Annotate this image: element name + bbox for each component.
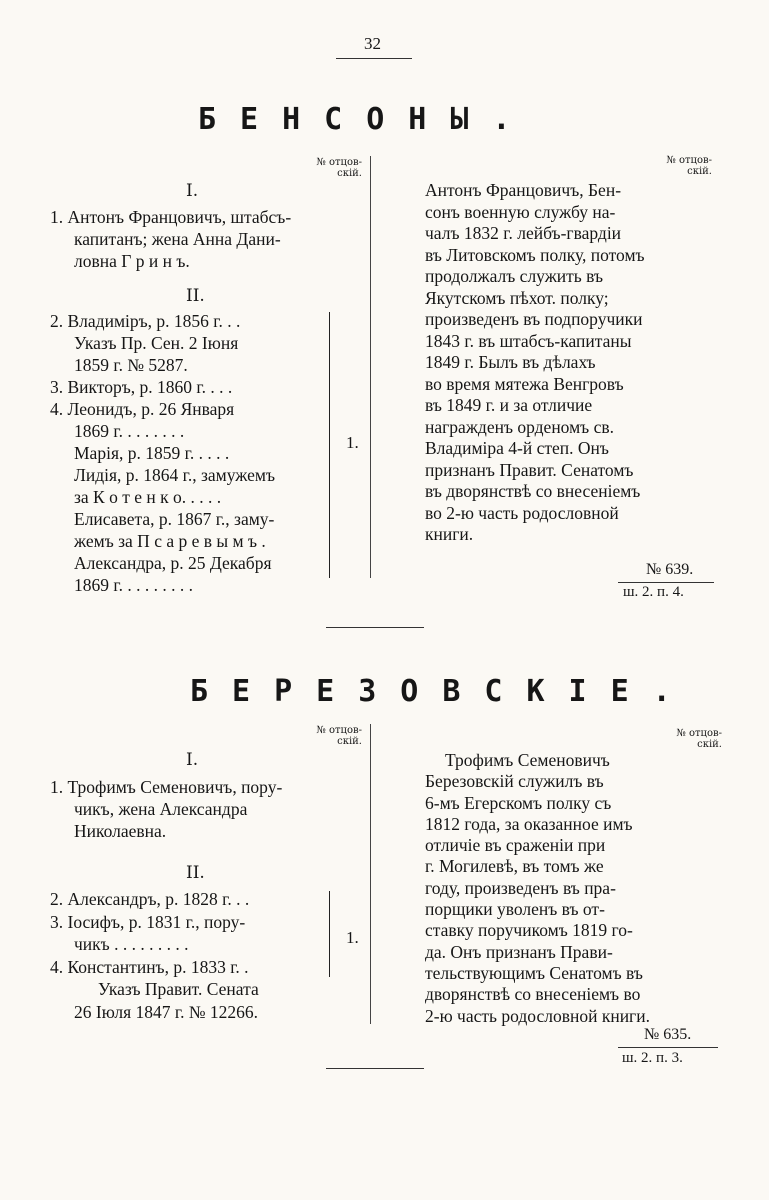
- child-entry: 3. Викторъ, р. 1860 г. . . .: [50, 377, 233, 397]
- child-entry: 4. Константинъ, р. 1833 г. .: [50, 956, 249, 977]
- decree-line: 26 Іюля 1847 г. № 12266.: [74, 1001, 259, 1022]
- entry-line: капитанъ; жена Анна Дани-: [74, 229, 281, 249]
- entry-line: ловна Г р и н ъ.: [74, 251, 190, 271]
- generation-1-label: I.: [186, 181, 199, 201]
- bio-line: Трофимъ Семеновичъ: [445, 750, 610, 770]
- child-entry: 1859 г. № 5287.: [74, 355, 188, 375]
- col-header-left-line: № отцов-: [316, 157, 362, 168]
- child-entry: 1869 г. . . . . . . . .: [74, 575, 193, 595]
- bio-line: сонъ военную службу на-: [425, 201, 616, 222]
- child-entry: жемъ за П с а р е в ы м ъ .: [74, 531, 266, 551]
- section-title-bensony: БЕНСОНЫ.: [198, 102, 535, 137]
- generation-2-list: [50, 888, 259, 1023]
- shelf-reference: ш. 2. п. 4.: [623, 584, 684, 600]
- entry-line: 1. Трофимъ Семеновичъ, пору-: [50, 777, 283, 797]
- bio-line: дворянствѣ со внесеніемъ во: [425, 984, 641, 1005]
- generation-1-label: I.: [186, 750, 199, 770]
- bio-line: да. Онъ признанъ Прави-: [425, 941, 613, 962]
- bio-line: продолжалъ служить въ: [425, 266, 604, 286]
- section-divider: [326, 627, 424, 628]
- child-entry: Елисавета, р. 1867 г., заму-: [74, 509, 275, 529]
- children-brace: [325, 312, 330, 578]
- child-entry: Александра, р. 25 Декабря: [74, 553, 272, 573]
- bio-line: году, произведенъ въ пра-: [425, 877, 616, 898]
- col-header-right-line: скій.: [687, 166, 712, 177]
- generation-2-list: [50, 310, 275, 596]
- column-divider: [370, 156, 371, 578]
- bio-line: произведенъ въ подпоручики: [425, 309, 643, 329]
- bio-line: признанъ Правит. Сенатомъ: [425, 459, 634, 480]
- col-header-left-line: скій.: [337, 736, 362, 747]
- bio-line: 1849 г. Былъ въ дѣлахъ: [425, 352, 596, 372]
- section-divider: [326, 1068, 424, 1069]
- generation-2-label: II.: [186, 863, 205, 883]
- father-reference: 1.: [346, 928, 359, 947]
- record-number: № 639.: [646, 561, 694, 578]
- entry-line: 1. Антонъ Францовичъ, штабсъ-: [50, 207, 292, 227]
- bio-line: книги.: [425, 524, 474, 544]
- bio-line: ставку поручикомъ 1819 го-: [425, 920, 633, 941]
- col-header-right: [648, 155, 712, 177]
- generation-1-entry: [50, 776, 282, 842]
- page-number-rule: [336, 58, 412, 59]
- entry-line: Николаевна.: [74, 821, 167, 841]
- col-header-right-line: № отцов-: [666, 155, 712, 166]
- bio-line: отличіе въ сраженіи при: [425, 835, 606, 856]
- child-entry: чикъ . . . . . . . . .: [74, 934, 189, 954]
- bio-line: порщики уволенъ въ от-: [425, 899, 605, 920]
- col-header-right-line: № отцов-: [676, 728, 722, 739]
- bio-line: во время мятежа Венгровъ: [425, 373, 624, 394]
- child-entry: 1869 г. . . . . . . .: [74, 421, 185, 441]
- decree-line: Указъ Правит. Сената: [98, 979, 259, 999]
- bio-line: въ Литовскомъ полку, потомъ: [425, 244, 645, 265]
- bio-line: тельствующимъ Сенатомъ въ: [425, 962, 643, 983]
- bio-line: въ 1849 г. и за отличие: [425, 395, 593, 415]
- bio-line: Владиміра 4-й степ. Онъ: [425, 438, 609, 458]
- bio-line: чалъ 1832 г. лейбъ-гвардіи: [425, 223, 622, 243]
- child-entry: 3. Іосифъ, р. 1831 г., пору-: [50, 911, 246, 932]
- col-header-left: [300, 725, 362, 747]
- bio-line: 6-мъ Егерскомъ полку съ: [425, 792, 612, 813]
- record-rule: [618, 582, 714, 583]
- child-entry: 4. Леонидъ, р. 26 Января: [50, 399, 235, 419]
- bio-line: Якутскомъ пѣхот. полку;: [425, 287, 609, 308]
- father-reference: 1.: [346, 433, 359, 452]
- col-header-left-line: скій.: [337, 168, 362, 179]
- section-title-berezovskie: БЕРЕЗОВСКІЕ.: [190, 674, 695, 709]
- bio-line: во 2-ю часть родословной: [425, 502, 619, 523]
- record-number: № 635.: [644, 1026, 692, 1043]
- bio-line: Антонъ Францовичъ, Бен-: [425, 180, 622, 200]
- child-entry: за К о т е н к о. . . . .: [74, 487, 222, 507]
- record-rule: [618, 1047, 718, 1048]
- bio-line: 1843 г. въ штабсъ-капитаны: [425, 330, 632, 351]
- children-brace: [325, 891, 330, 977]
- bio-line: 2-ю часть родословной книги.: [425, 1005, 650, 1026]
- bio-line: г. Могилевѣ, въ томъ же: [425, 856, 604, 877]
- col-header-right-line: скій.: [697, 739, 722, 750]
- col-header-left: [300, 157, 362, 179]
- entry-line: чикъ, жена Александра: [74, 799, 248, 819]
- bio-line: 1812 года, за оказанное имъ: [425, 813, 633, 834]
- page-number: 32: [364, 34, 381, 53]
- biography-text: [425, 750, 650, 1027]
- child-entry: Лидія, р. 1864 г., замужемъ: [74, 465, 276, 485]
- shelf-reference: ш. 2. п. 3.: [622, 1050, 683, 1066]
- biography-text: [425, 180, 645, 546]
- col-header-left-line: № отцов-: [316, 725, 362, 736]
- column-divider: [370, 724, 371, 1024]
- generation-2-label: II.: [186, 286, 205, 306]
- child-entry: 2. Александръ, р. 1828 г. . .: [50, 889, 250, 909]
- bio-line: награжденъ орденомъ св.: [425, 416, 615, 437]
- generation-1-entry: [50, 206, 291, 272]
- bio-line: Березовскій служилъ въ: [425, 771, 604, 792]
- child-entry: 2. Владиміръ, р. 1856 г. . .: [50, 311, 241, 331]
- bio-line: въ дворянствѣ со внесеніемъ: [425, 481, 641, 501]
- child-entry: Марія, р. 1859 г. . . . .: [74, 443, 230, 463]
- child-entry: Указъ Пр. Сен. 2 Іюня: [74, 333, 239, 353]
- col-header-right: [658, 728, 722, 750]
